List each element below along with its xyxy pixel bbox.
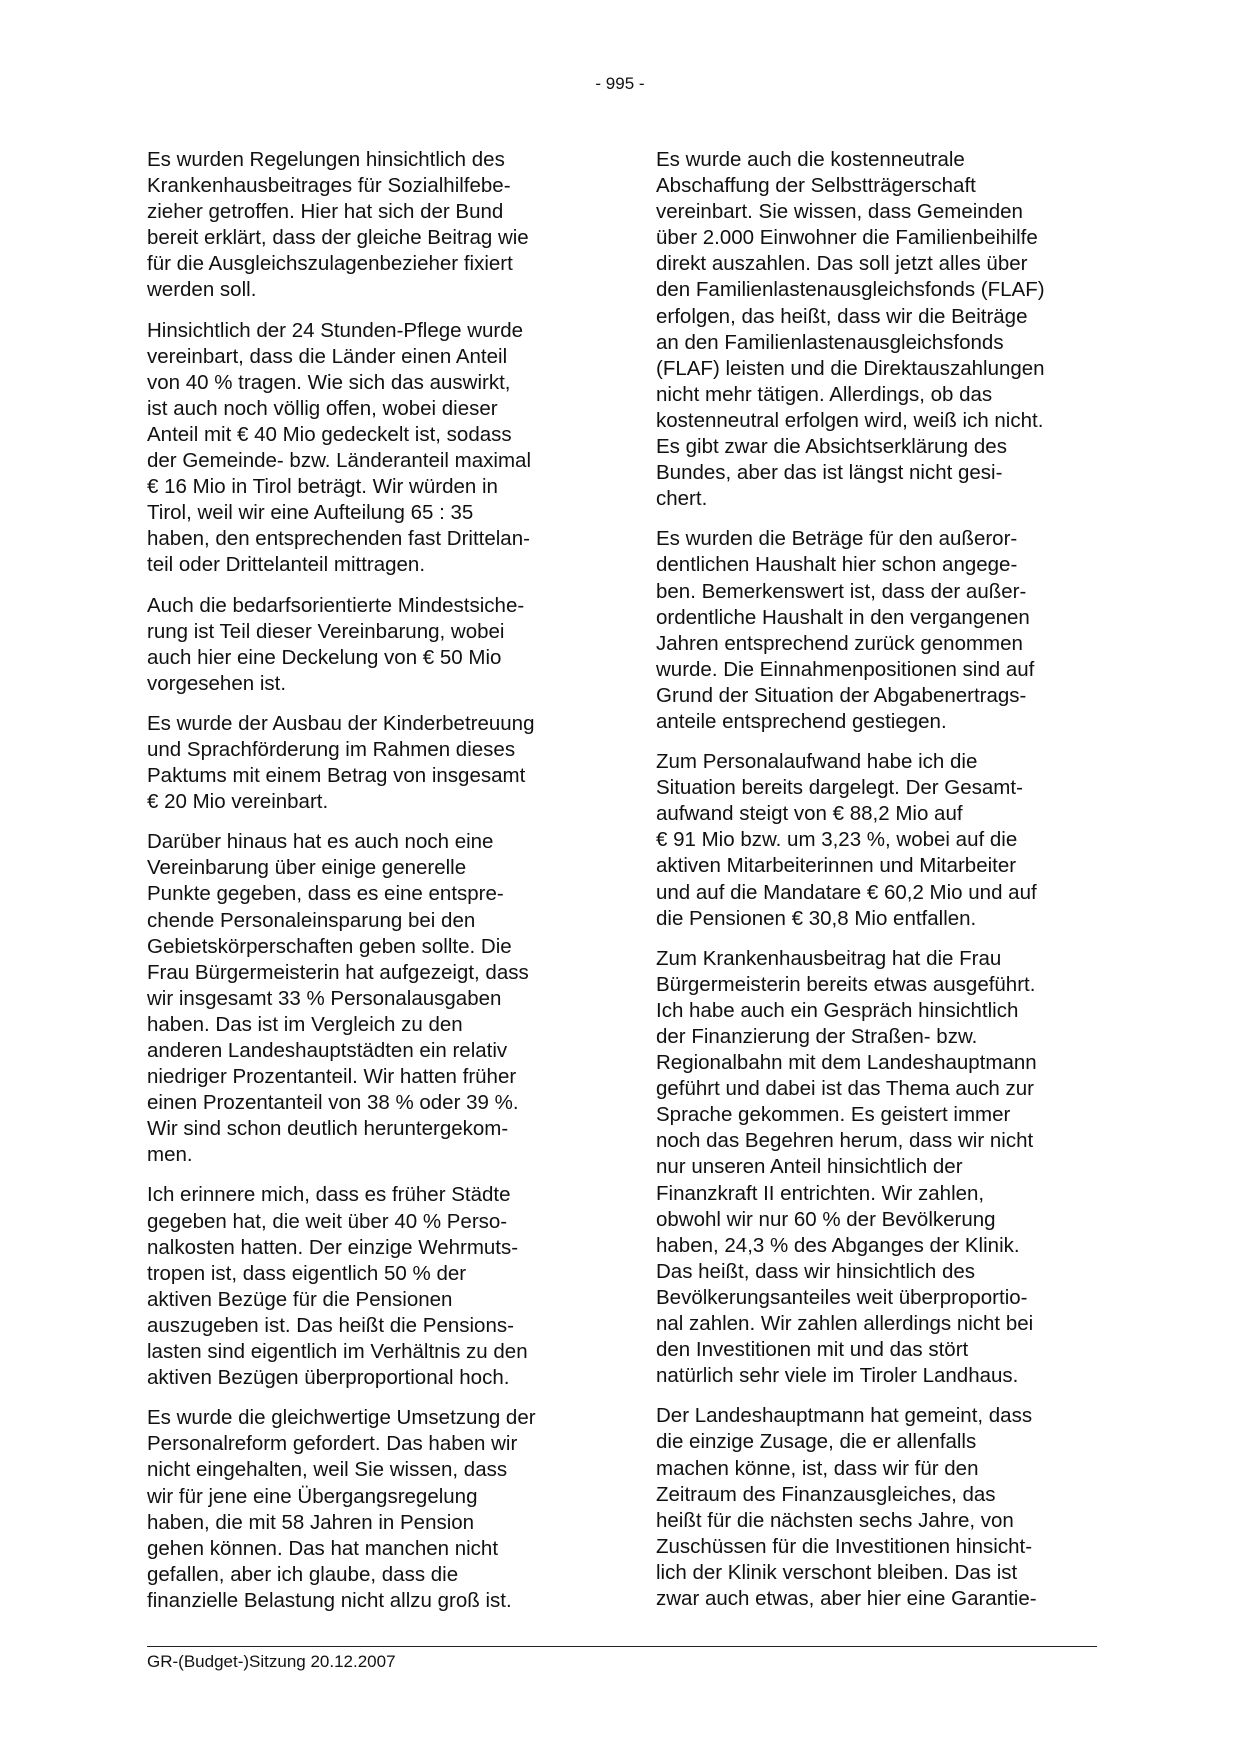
text-line: Anteil mit € 40 Mio gedeckelt ist, sodass: [147, 422, 512, 446]
text-line: auch hier eine Deckelung von € 50 Mio: [147, 645, 502, 669]
text-line: direkt auszahlen. Das soll jetzt alles über: [656, 252, 1028, 276]
text-line: Punkte gegeben, dass es eine entspre-: [147, 882, 504, 906]
text-line: heißt für die nächsten sechs Jahre, von: [656, 1508, 1014, 1532]
text-line: Jahren entsprechend zurück genommen: [656, 631, 1023, 655]
text-line: der Gemeinde- bzw. Länderanteil maximal: [147, 449, 531, 473]
paragraph: [656, 1403, 1101, 1612]
text-line: Finanzkraft II entrichten. Wir zahlen,: [656, 1181, 985, 1205]
text-line: Zeitraum des Finanzausgleiches, das: [656, 1482, 996, 1506]
text-line: (FLAF) leisten und die Direktauszahlungen: [656, 356, 1045, 380]
text-line: Grund der Situation der Abgabenertrags-: [656, 683, 1027, 707]
text-line: gehen können. Das hat manchen nicht: [147, 1536, 499, 1560]
text-line: Abschaffung der Selbstträgerschaft: [656, 174, 976, 198]
text-line: Es wurden die Beträge für den außeror-: [656, 527, 1018, 551]
text-line: € 91 Mio bzw. um 3,23 %, wobei auf die: [656, 828, 1018, 852]
text-line: Es wurde der Ausbau der Kinderbetreuung: [147, 711, 535, 735]
text-line: Hinsichtlich der 24 Stunden-Pflege wurde: [147, 318, 524, 342]
paragraph: [656, 946, 1101, 1390]
paragraph: [147, 711, 595, 815]
text-line: finanzielle Belastung nicht allzu groß ist.: [147, 1588, 512, 1612]
paragraph: [656, 749, 1101, 932]
text-line: Paktums mit einem Betrag von insgesamt: [147, 764, 526, 788]
text-line: chert.: [656, 487, 708, 511]
text-line: haben, den entsprechenden fast Drittelan-: [147, 527, 530, 551]
text-line: vereinbart. Sie wissen, dass Gemeinden: [656, 200, 1023, 224]
text-line: lich der Klinik verschont bleiben. Das ist: [656, 1560, 1018, 1584]
text-line: lasten sind eigentlich im Verhältnis zu den: [147, 1340, 528, 1364]
text-line: aufwand steigt von € 88,2 Mio auf: [656, 802, 963, 826]
text-line: € 20 Mio vereinbart.: [147, 790, 329, 814]
text-line: kostenneutral erfolgen wird, weiß ich nicht.: [656, 408, 1044, 432]
text-line: werden soll.: [147, 278, 257, 302]
paragraph: [147, 1405, 595, 1614]
text-line: Bundes, aber das ist längst nicht gesi-: [656, 461, 1003, 485]
paragraph: [147, 318, 595, 579]
text-line: Gebietskörperschaften geben sollte. Die: [147, 934, 512, 958]
paragraph: [656, 526, 1101, 735]
text-line: und Sprachförderung im Rahmen dieses: [147, 737, 516, 761]
text-line: Frau Bürgermeisterin hat aufgezeigt, dass: [147, 960, 529, 984]
text-line: vereinbart, dass die Länder einen Anteil: [147, 344, 508, 368]
text-line: den Investitionen mit und das stört: [656, 1338, 969, 1362]
text-line: gefallen, aber ich glaube, dass die: [147, 1562, 459, 1586]
text-line: ordentliche Haushalt in den vergangenen: [656, 605, 1030, 629]
footer-divider: [147, 1646, 1097, 1647]
text-line: niedriger Prozentanteil. Wir hatten früher: [147, 1065, 517, 1089]
text-line: gegeben hat, die weit über 40 % Perso-: [147, 1209, 508, 1233]
text-line: die einzige Zusage, die er allenfalls: [656, 1430, 977, 1454]
text-line: Tirol, weil wir eine Aufteilung 65 : 35: [147, 501, 474, 525]
text-line: an den Familienlastenausgleichsfonds: [656, 330, 1004, 354]
text-line: Zum Personalaufwand habe ich die: [656, 750, 978, 774]
text-line: den Familienlastenausgleichsfonds (FLAF): [656, 278, 1045, 302]
footer-session-label: GR-(Budget-)Sitzung 20.12.2007: [147, 1652, 396, 1671]
text-line: auszugeben ist. Das heißt die Pensions-: [147, 1313, 514, 1337]
text-line: zieher getroffen. Hier hat sich der Bund: [147, 200, 504, 224]
text-line: men.: [147, 1143, 193, 1167]
text-line: natürlich sehr viele im Tiroler Landhaus.: [656, 1364, 1019, 1388]
text-line: rung ist Teil dieser Vereinbarung, wobei: [147, 619, 505, 643]
text-line: Regionalbahn mit dem Landeshauptmann: [656, 1051, 1037, 1075]
text-line: Darüber hinaus hat es auch noch eine: [147, 830, 494, 854]
text-line: bereit erklärt, dass der gleiche Beitrag wie: [147, 226, 529, 250]
text-line: teil oder Drittelanteil mittragen.: [147, 553, 426, 577]
text-line: Auch die bedarfsorientierte Mindestsiche-: [147, 593, 525, 617]
text-line: einen Prozentanteil von 38 % oder 39 %.: [147, 1091, 519, 1115]
right-column: [656, 147, 1101, 1626]
text-line: Bürgermeisterin bereits etwas ausgeführt.: [656, 972, 1036, 996]
page-number: - 995 -: [595, 74, 645, 93]
text-line: haben. Das ist im Vergleich zu den: [147, 1012, 463, 1036]
text-line: chende Personaleinsparung bei den: [147, 908, 476, 932]
text-line: haben, die mit 58 Jahren in Pension: [147, 1510, 475, 1534]
text-line: Ich habe auch ein Gespräch hinsichtlich: [656, 998, 1019, 1022]
text-line: nur unseren Anteil hinsichtlich der: [656, 1155, 963, 1179]
text-line: geführt und dabei ist das Thema auch zur: [656, 1077, 1034, 1101]
text-line: Vereinbarung über einige generelle: [147, 856, 467, 880]
text-line: wurde. Die Einnahmenpositionen sind auf: [656, 657, 1035, 681]
left-column: [147, 147, 595, 1628]
text-line: nicht mehr tätigen. Allerdings, ob das: [656, 382, 993, 406]
text-line: anderen Landeshauptstädten ein relativ: [147, 1039, 508, 1062]
text-line: über 2.000 Einwohner die Familienbeihilfe: [656, 226, 1038, 250]
paragraph: [656, 147, 1101, 512]
text-line: nal zahlen. Wir zahlen allerdings nicht bei: [656, 1312, 1034, 1336]
paragraph: [147, 147, 595, 304]
text-line: wir für jene eine Übergangsregelung: [147, 1484, 478, 1508]
text-line: zwar auch etwas, aber hier eine Garantie-: [656, 1586, 1037, 1610]
text-line: Situation bereits dargelegt. Der Gesamt-: [656, 776, 1023, 800]
paragraph: [147, 1182, 595, 1391]
text-line: Es wurden Regelungen hinsichtlich des: [147, 148, 505, 171]
text-line: Es gibt zwar die Absichtserklärung des: [656, 435, 1007, 459]
text-line: Zuschüssen für die Investitionen hinsicht-: [656, 1534, 1033, 1558]
text-line: von 40 % tragen. Wie sich das auswirkt,: [147, 370, 511, 394]
text-line: haben, 24,3 % des Abganges der Klinik.: [656, 1233, 1020, 1257]
text-line: die Pensionen € 30,8 Mio entfallen.: [656, 906, 977, 930]
text-line: Es wurde auch die kostenneutrale: [656, 148, 965, 171]
paragraph: [147, 829, 595, 1168]
text-line: Der Landeshauptmann hat gemeint, dass: [656, 1404, 1033, 1428]
text-line: Bevölkerungsanteiles weit überproportio-: [656, 1285, 1028, 1309]
text-line: anteile entsprechend gestiegen.: [656, 709, 947, 733]
text-line: und auf die Mandatare € 60,2 Mio und auf: [656, 880, 1037, 904]
text-line: ist auch noch völlig offen, wobei dieser: [147, 396, 498, 420]
text-line: aktiven Bezüge für die Pensionen: [147, 1287, 453, 1311]
text-line: machen könne, ist, dass wir für den: [656, 1456, 979, 1480]
text-line: obwohl wir nur 60 % der Bevölkerung: [656, 1207, 996, 1231]
text-line: Ich erinnere mich, dass es früher Städte: [147, 1183, 511, 1207]
text-line: für die Ausgleichszulagenbezieher fixiert: [147, 252, 513, 276]
text-line: Wir sind schon deutlich heruntergekom-: [147, 1117, 509, 1141]
text-line: Es wurde die gleichwertige Umsetzung der: [147, 1406, 536, 1430]
text-line: erfolgen, das heißt, dass wir die Beiträge: [656, 304, 1028, 328]
text-line: aktiven Bezügen überproportional hoch.: [147, 1366, 510, 1390]
text-line: Personalreform gefordert. Das haben wir: [147, 1432, 518, 1456]
text-line: Das heißt, dass wir hinsichtlich des: [656, 1259, 976, 1283]
text-line: € 16 Mio in Tirol beträgt. Wir würden in: [147, 475, 498, 499]
paragraph: [147, 593, 595, 697]
text-line: Krankenhausbeitrages für Sozialhilfebe-: [147, 174, 511, 198]
text-line: aktiven Mitarbeiterinnen und Mitarbeiter: [656, 854, 1017, 878]
text-line: Sprache gekommen. Es geistert immer: [656, 1103, 1011, 1127]
text-line: der Finanzierung der Straßen- bzw.: [656, 1025, 978, 1048]
text-line: noch das Begehren herum, dass wir nicht: [656, 1129, 1034, 1153]
text-line: nicht eingehalten, weil Sie wissen, dass: [147, 1458, 508, 1482]
text-line: ben. Bemerkenswert ist, dass der außer-: [656, 579, 1027, 603]
text-line: nalkosten hatten. Der einzige Wehrmuts-: [147, 1235, 519, 1259]
text-line: wir insgesamt 33 % Personalausgaben: [147, 986, 502, 1010]
text-line: Zum Krankenhausbeitrag hat die Frau: [656, 946, 1002, 970]
text-line: dentlichen Haushalt hier schon angege-: [656, 553, 1018, 577]
text-line: tropen ist, dass eigentlich 50 % der: [147, 1261, 467, 1285]
text-line: vorgesehen ist.: [147, 671, 287, 695]
